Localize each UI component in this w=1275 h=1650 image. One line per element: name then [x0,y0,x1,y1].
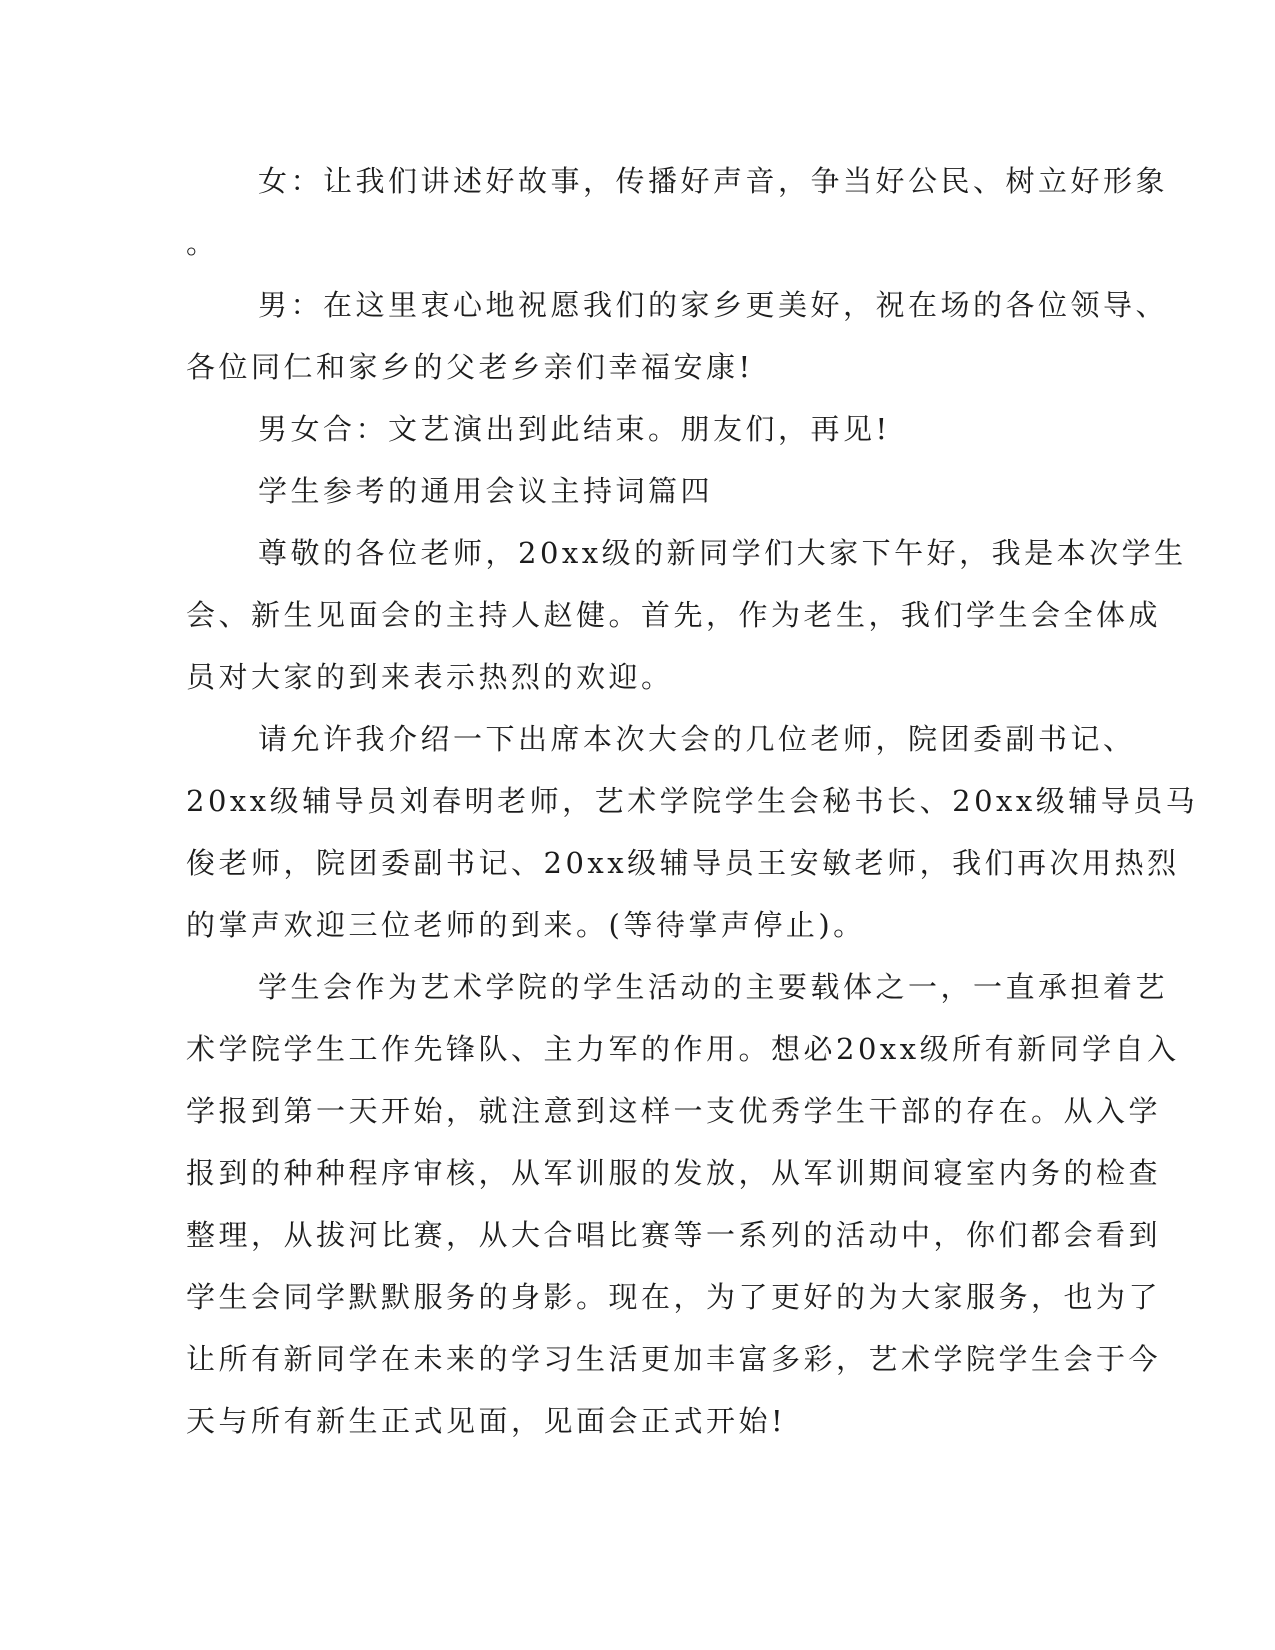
paragraph-line: 请允许我介绍一下出席本次大会的几位老师，院团委副书记、 [258,722,1136,756]
paragraph-line: 学生会同学默默服务的身影。现在，为了更好的为大家服务，也为了 [186,1280,1162,1314]
paragraph-line: 的掌声欢迎三位老师的到来。(等待掌声停止)。 [186,908,866,942]
paragraph-line: 会、新生见面会的主持人赵健。首先，作为老生，我们学生会全体成 [186,598,1162,632]
document-body [186,150,1199,1452]
paragraph-line: 员对大家的到来表示热烈的欢迎。 [186,660,674,694]
paragraph-line: 尊敬的各位老师，20xx级的新同学们大家下午好，我是本次学生 [258,536,1187,570]
paragraph-line: 各位同仁和家乡的父老乡亲们幸福安康! [186,350,754,384]
paragraph-line: 让所有新同学在未来的学习生活更加丰富多彩，艺术学院学生会于今 [186,1342,1162,1376]
paragraph-line: 整理，从拔河比赛，从大合唱比赛等一系列的活动中，你们都会看到 [186,1218,1162,1252]
paragraph-line: 报到的种种程序审核，从军训服的发放，从军训期间寝室内务的检查 [186,1156,1162,1190]
paragraph-line: 术学院学生工作先锋队、主力军的作用。想必20xx级所有新同学自入 [186,1032,1180,1066]
section-heading: 学生参考的通用会议主持词篇四 [258,474,714,508]
paragraph-line: 。 [186,226,219,260]
paragraph-line: 俊老师，院团委副书记、20xx级辅导员王安敏老师，我们再次用热烈 [186,846,1180,880]
paragraph-line: 天与所有新生正式见面，见面会正式开始! [186,1404,787,1438]
paragraph-line: 女：让我们讲述好故事，传播好声音，争当好公民、树立好形象 [258,164,1169,198]
paragraph-line: 男：在这里衷心地祝愿我们的家乡更美好，祝在场的各位领导、 [258,288,1169,322]
paragraph-line: 学报到第一天开始，就注意到这样一支优秀学生干部的存在。从入学 [186,1094,1162,1128]
paragraph-line: 20xx级辅导员刘春明老师，艺术学院学生会秘书长、20xx级辅导员马 [186,784,1199,818]
paragraph-line: 男女合：文艺演出到此结束。朋友们，再见! [258,412,891,446]
paragraph-line: 学生会作为艺术学院的学生活动的主要载体之一，一直承担着艺 [258,970,1169,1004]
